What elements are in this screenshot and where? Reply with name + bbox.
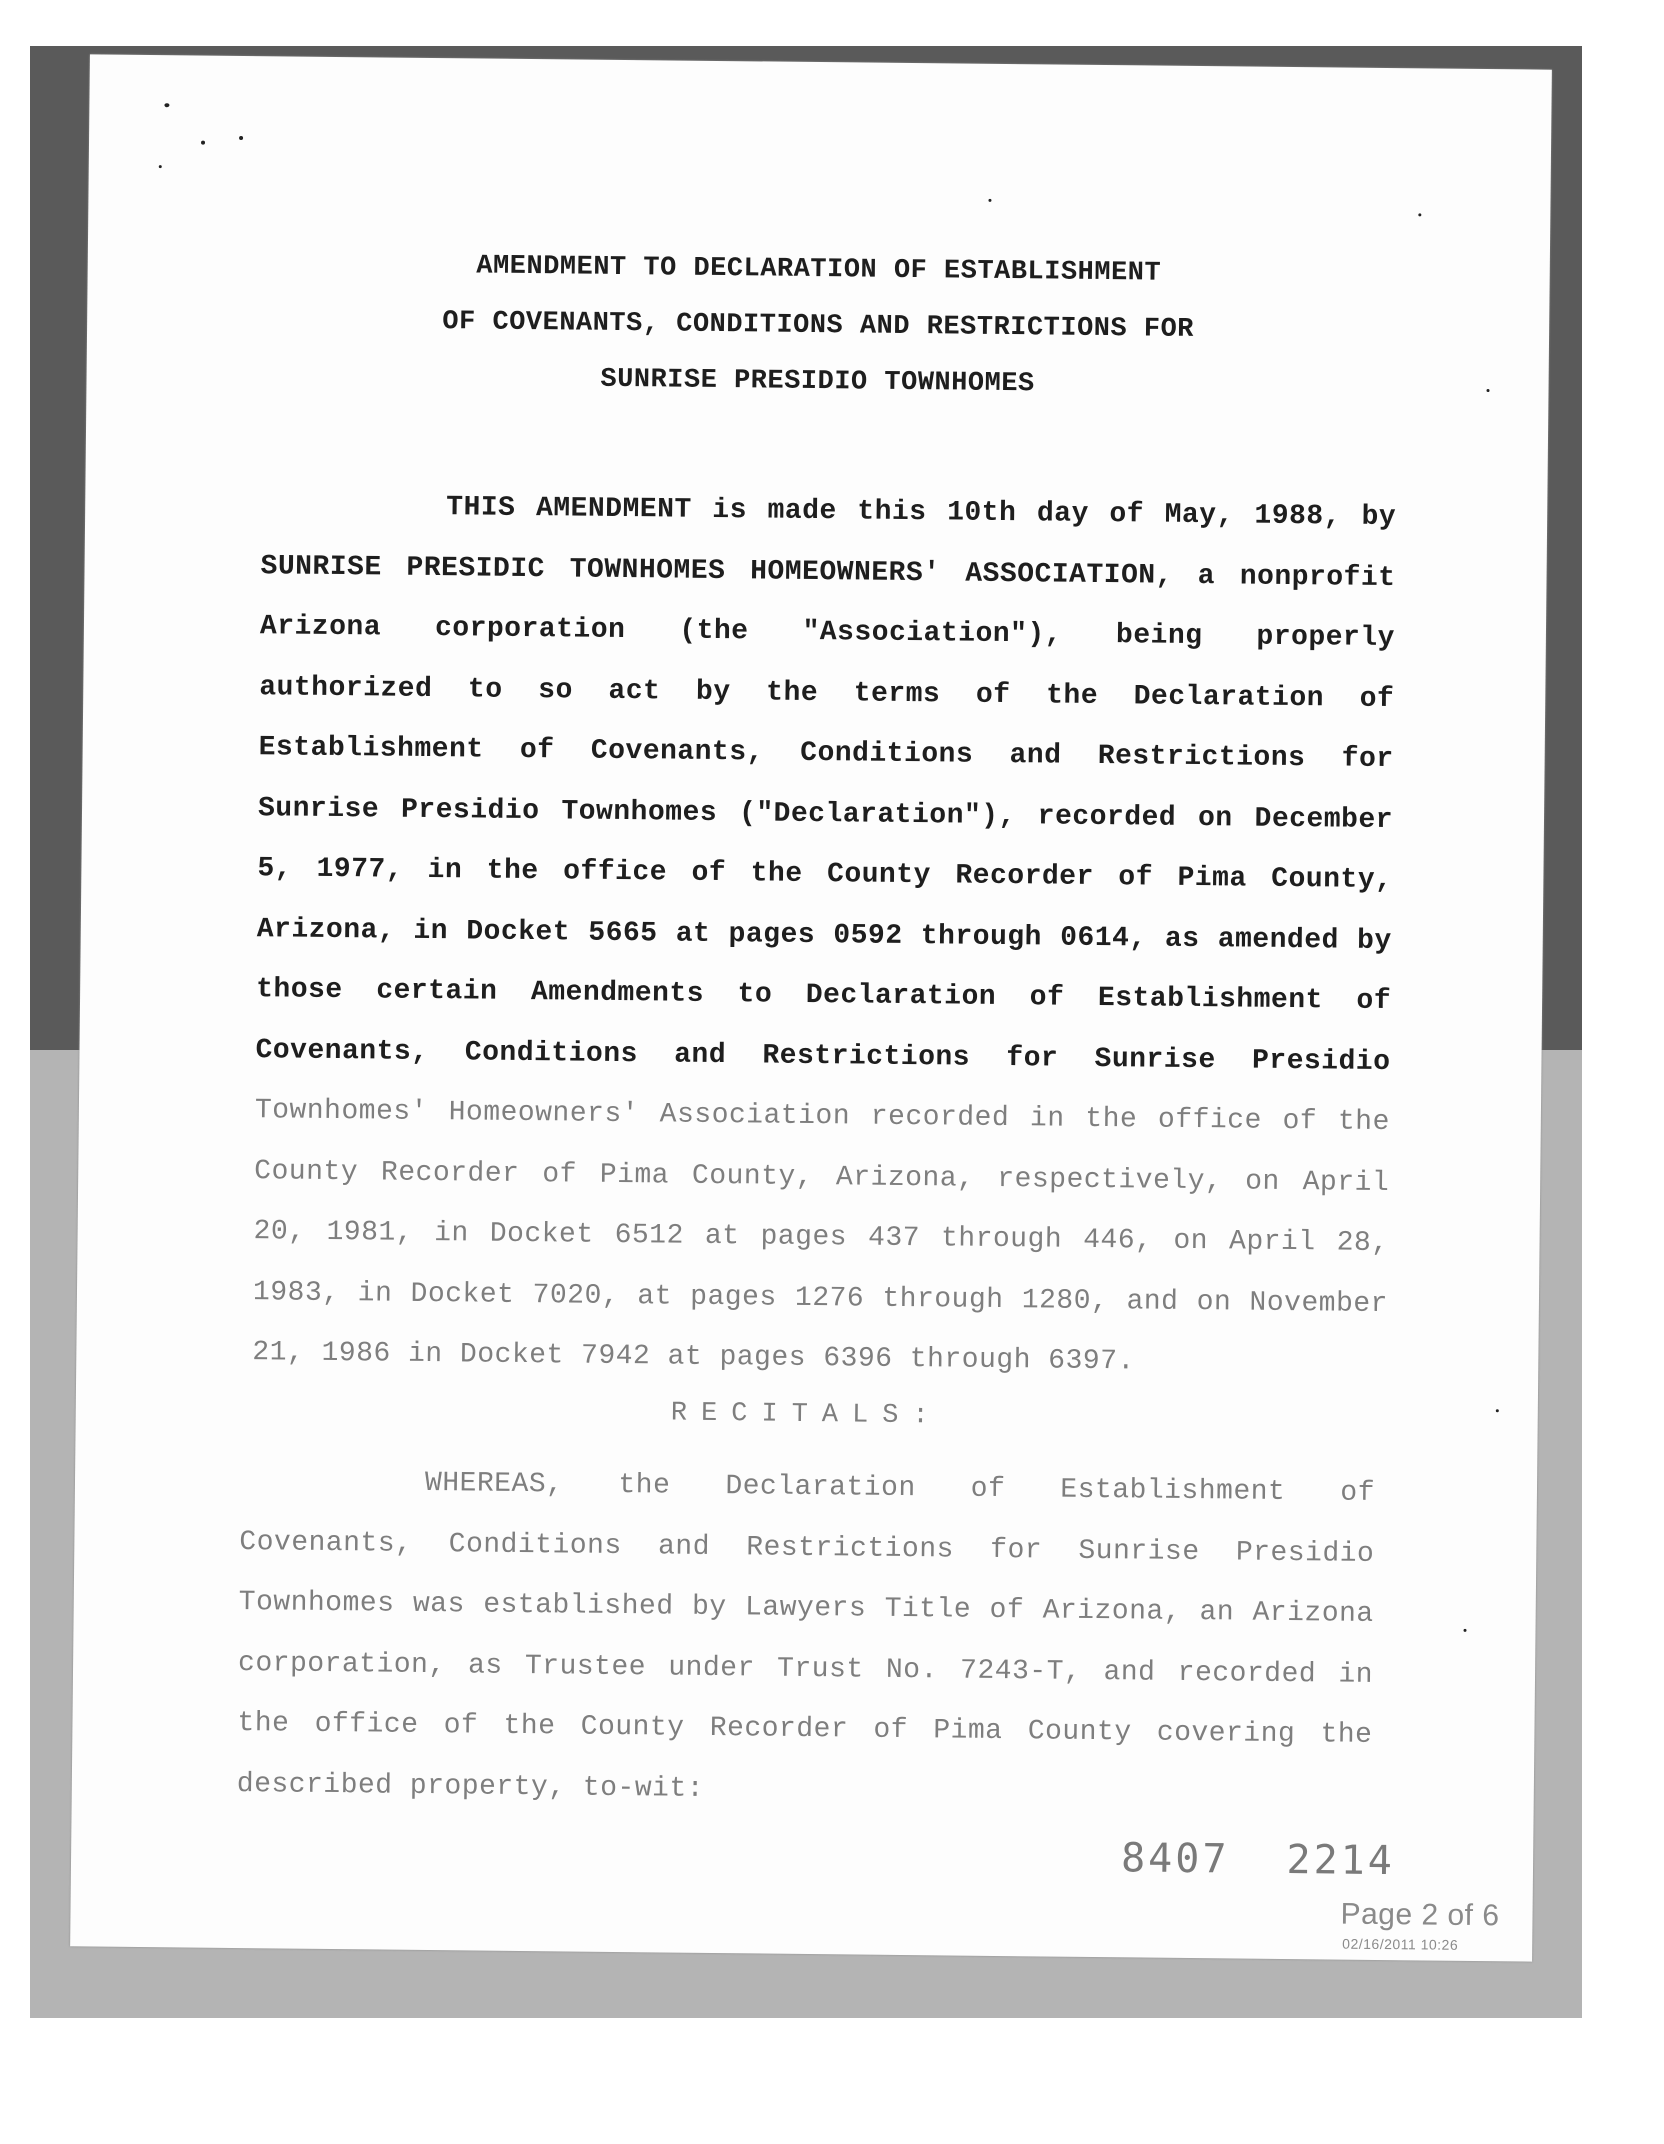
amendment-text-faded: Townhomes' Homeowners' Association recorded in the office of the County Recorder of Pima County, Arizona, respectively, on April 20, 1981, in Docket 6512 at pages 437 through 446, on April 28, 1983, in Docket 7020, at pages 1276 through 1280, and on November 21, 1986 in Docket 7942 at pages 6396 through 6397. [252,1095,1390,1378]
page-stamp: Page 2 of 6 [1340,1897,1500,1933]
scan-speck [201,141,205,145]
scan-speck [1486,389,1489,392]
scan-speck [1418,213,1421,216]
scan-speck [239,136,243,140]
recitals-paragraph: WHEREAS, the Declaration of Establishment of Covenants, Conditions and Restrictions for Sunrise Presidio Townhomes was established by Lawyers Title of Arizona, an Arizona corporation, as Trustee under Trust No. 7243-T, and recorded in the office of the County Recorder of Pima County covering the described property, to-wit: [236,1467,1376,1805]
amendment-text-bold: THIS AMENDMENT is made this 10th day of May, 1988, by SUNRISE PRESIDIC TOWNHOMES HOMEOWNERS' ASSOCIATION, a nonprofit Arizona corporation (the "Association"), being properly authorized to so act by the terms of the Declaration of Establishment of Covenants, Conditions and Restrictions for Sunrise Presidio Townhomes ("Declaration"), recorded on December 5, 1977, in the office of the County Recorder of Pima County, Arizona, in Docket 5665 at pages 0592 through 0614, as amended by those certain Amendments to Declaration of Establishment of Covenants, Conditions and Restrictions for Sunrise Presidio [255,492,1397,1078]
scan-speck [164,103,169,107]
recitals-heading: RECITALS: [670,1398,943,1432]
document-page [70,54,1552,1961]
scan-speck [988,199,991,202]
docket-number: 8407 2214 [1120,1835,1396,1885]
scan-speck [1496,1409,1499,1412]
scan-speck [1464,1629,1467,1632]
title-line-1: AMENDMENT TO DECLARATION OF ESTABLISHMENT [476,251,1162,289]
amendment-paragraph [252,476,1396,1395]
title-line-3: SUNRISE PRESIDIO TOWNHOMES [600,364,1035,400]
scan-speck [159,165,162,168]
document-title [86,234,1550,417]
page-stamp-time: 02/16/2011 10:26 [1342,1935,1459,1953]
title-line-2: OF COVENANTS, CONDITIONS AND RESTRICTIONS FOR [442,307,1195,345]
